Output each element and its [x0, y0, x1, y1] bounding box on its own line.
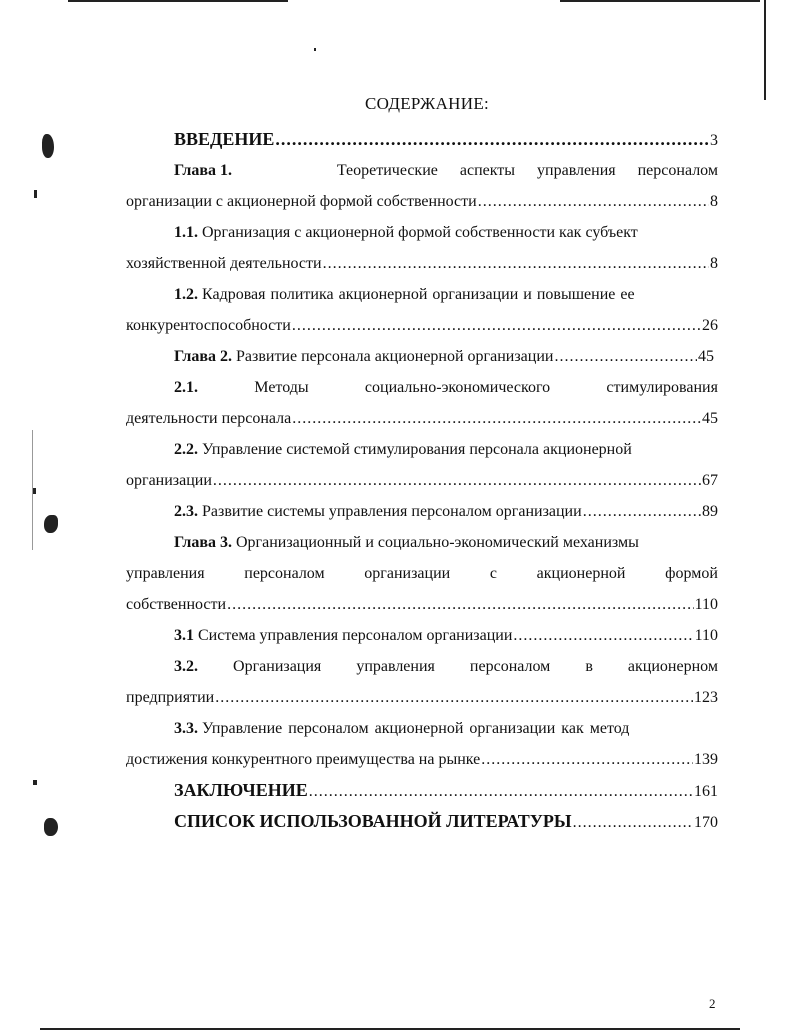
toc-label: ВВЕДЕНИЕ: [174, 129, 275, 149]
toc-label: 1.1.: [174, 224, 198, 241]
toc-page: 8: [710, 193, 718, 210]
scan-edge-bottom: [40, 1028, 740, 1030]
toc-entry-ch3-line1: [126, 527, 718, 558]
toc-label: 2.1.: [174, 379, 198, 396]
toc-entry-1-1-line2: [126, 248, 718, 279]
toc-word: акционерной: [536, 565, 626, 582]
toc-text: собственности: [126, 596, 227, 613]
toc-word: персоналом: [244, 565, 325, 582]
speck: [33, 780, 37, 785]
scan-edge-top: [68, 0, 288, 2]
toc-label: Глава 3.: [174, 534, 232, 551]
leader-dots: [275, 124, 709, 155]
toc-page: 45: [702, 410, 718, 427]
leader-dots: [309, 776, 693, 807]
leader-dots: [554, 341, 697, 372]
toc-text: конкурентоспособности: [126, 317, 291, 334]
toc-page: 89: [702, 503, 718, 520]
toc-entry-2-2-line1: [126, 434, 718, 465]
toc-word: акционерном: [627, 658, 718, 675]
toc-text: Управление персоналом акционерной организации как метод: [202, 720, 630, 737]
toc-entry-ch1-line2: [126, 186, 718, 217]
page-number: 2: [709, 996, 716, 1011]
toc-entry-2-3: [126, 496, 718, 527]
leader-dots: [323, 248, 709, 279]
toc-label: 3.2.: [174, 658, 198, 675]
speck: [34, 190, 37, 198]
toc-entry-ch1-line1: [126, 155, 718, 186]
toc-page: 110: [694, 596, 718, 613]
page-title: СОДЕРЖАНИЕ:: [364, 94, 490, 113]
leader-dots: [513, 620, 693, 651]
toc-page: 8: [710, 255, 718, 272]
leader-dots: [215, 682, 693, 713]
toc-text: предприятии: [126, 689, 215, 706]
scan-edge-right: [764, 0, 766, 100]
toc-text: Управление системой стимулирования персонала акционерной: [202, 441, 632, 458]
toc-entry-ch3-line3: [126, 589, 718, 620]
toc-entry-2-1-line1: [126, 372, 718, 403]
toc-entry-1-2-line2: [126, 310, 718, 341]
toc-label: ЗАКЛЮЧЕНИЕ: [174, 780, 308, 800]
toc-label: СПИСОК ИСПОЛЬЗОВАННОЙ ЛИТЕРАТУРЫ: [174, 811, 572, 831]
leader-dots: [573, 807, 693, 838]
toc-entry-conclusion: [126, 775, 718, 806]
toc-entry-3-3-line2: [126, 744, 718, 775]
speck: [33, 488, 36, 494]
toc-word: управления: [356, 658, 435, 675]
toc-label: 2.3.: [174, 503, 198, 520]
leader-dots: [213, 465, 701, 496]
toc-word: управления: [126, 565, 205, 582]
toc-entry-2-1-line2: [126, 403, 718, 434]
toc-page: 123: [694, 689, 718, 706]
toc-word: организации: [364, 565, 451, 582]
toc-text: Теоретические аспекты управления персоналом: [336, 162, 718, 179]
binder-hole-mark: [44, 515, 58, 533]
toc-page: 139: [694, 751, 718, 768]
toc-entry-3-1: [126, 620, 718, 651]
toc-text: Кадровая политика акционерной организации и повышение ее: [202, 286, 635, 303]
toc-word: персоналом: [469, 658, 551, 675]
leader-dots: [583, 496, 701, 527]
toc-page: 3: [710, 132, 718, 149]
toc-text: хозяйственной деятельности: [126, 255, 322, 272]
toc-word: Методы: [254, 379, 309, 396]
toc-entry-1-1-line1: [126, 217, 718, 248]
toc-word: формой: [665, 565, 718, 582]
speck: [314, 48, 316, 51]
toc-entry-3-2-line2: [126, 682, 718, 713]
toc-label: Глава 2.: [174, 348, 232, 365]
toc-page: 67: [702, 472, 718, 489]
toc-entry-3-3-line1: [126, 713, 718, 744]
toc-text: Организация с акционерной формой собственности как субъект: [202, 224, 638, 241]
toc-word: Организация: [233, 658, 322, 675]
toc-label: Глава 1.: [174, 162, 232, 179]
toc-entry-intro: [126, 124, 718, 155]
leader-dots: [478, 186, 709, 217]
toc-text: Система управления персоналом организации: [198, 627, 513, 644]
toc-entry-1-2-line1: [126, 279, 718, 310]
toc-text: Развитие системы управления персоналом организации: [202, 503, 582, 520]
binder-hole-mark: [44, 818, 58, 836]
toc-text: организации: [126, 472, 212, 489]
toc-label: 3.3.: [174, 720, 198, 737]
toc-text: Развитие персонала акционерной организации: [236, 348, 554, 365]
binder-hole-mark: [42, 134, 54, 158]
toc-word: социально-экономического: [364, 379, 551, 396]
table-of-contents: [126, 124, 718, 837]
toc-word: стимулирования: [606, 379, 718, 396]
toc-page: 45: [698, 348, 714, 365]
toc-label: 3.1: [174, 627, 194, 644]
toc-entry-ch3-line2: [126, 558, 718, 589]
toc-label: 1.2.: [174, 286, 198, 303]
leader-dots: [292, 310, 701, 341]
toc-entry-ch2: [126, 341, 718, 372]
toc-page: 170: [694, 814, 718, 831]
toc-word: с: [489, 565, 497, 582]
toc-text: организации с акционерной формой собственности: [126, 193, 477, 210]
leader-dots: [227, 589, 694, 620]
toc-text: Организационный и социально-экономический механизмы: [236, 534, 639, 551]
scan-edge-top-right: [560, 0, 760, 2]
toc-text: деятельности персонала: [126, 410, 292, 427]
toc-entry-references: [126, 806, 718, 837]
leader-dots: [292, 403, 701, 434]
toc-label: 2.2.: [174, 441, 198, 458]
toc-page: 110: [694, 627, 718, 644]
toc-entry-3-2-line1: [126, 651, 718, 682]
toc-page: 26: [702, 317, 718, 334]
toc-text: достижения конкурентного преимущества на рынке: [126, 751, 481, 768]
toc-page: 161: [694, 783, 718, 800]
leader-dots: [481, 744, 693, 775]
toc-entry-2-2-line2: [126, 465, 718, 496]
toc-word: в: [585, 658, 593, 675]
